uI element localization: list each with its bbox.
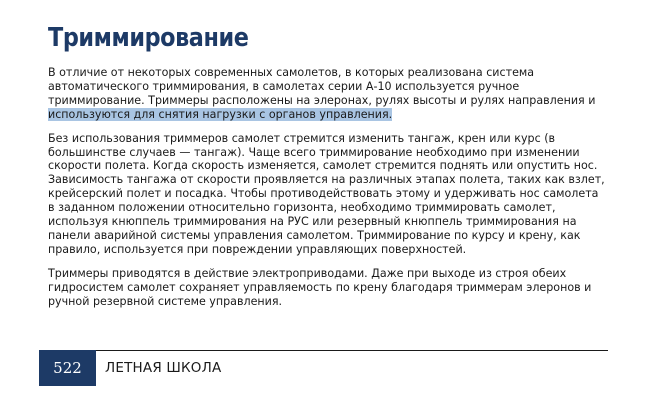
paragraph-1-text: В отличие от некоторых современных самолетов, в которых реализована система автоматического триммирования, в самолетах серии А-10 используется ручное триммирование. Триммеры расположены на элеронах, рулях высоты и рулях направления и	[48, 66, 596, 107]
paragraph-2	[48, 132, 608, 257]
paragraph-3-text: Триммеры приводятся в действие электроприводами. Даже при выходе из строя обеих гидросистем самолет сохраняет управляемость по крену благодаря триммерам элеронов и ручной резервной системе управления.	[48, 266, 592, 308]
paragraph-1	[48, 66, 608, 122]
selected-text-highlight[interactable]: используются для снятия нагрузки с органов управления.	[48, 107, 393, 121]
article-body	[48, 66, 608, 319]
paragraph-3	[48, 267, 608, 309]
page-number: 522	[39, 350, 96, 386]
page-title: Триммирование	[48, 23, 249, 53]
footer-section-label: ЛЕТНАЯ ШКОЛА	[105, 360, 222, 376]
paragraph-2-text: Без использования триммеров самолет стремится изменить тангаж, крен или курс (в большинстве случаев — тангаж). Чаще всего триммирование необходимо при изменении скорости полета. Когда скорость изменяется, самолет стремится поднять или опустить нос. Зависимость тангажа от скорости проявляется на различных этапах полета, таких как взлет, крейсерский полет и посадка. Чтобы противодействовать этому и удерживать нос самолета в заданном положении относительно горизонта, необходимо триммировать самолет, используя кнюппель триммирования на РУС или резервный кнюппель триммирования на панели аварийной системы управления самолетом. Триммирование по курсу и крену, как правило, используется при повреждении управляющих поверхностей.	[48, 131, 605, 256]
